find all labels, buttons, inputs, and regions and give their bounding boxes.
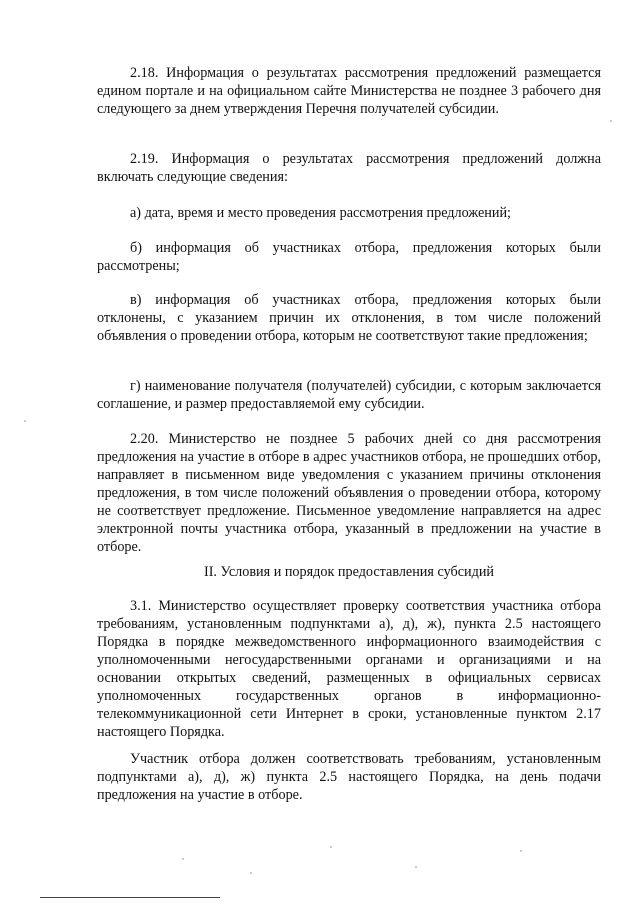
paragraph-participant: Участник отбора должен соответствовать требованиям, установленным подпунктами а), д), ж) пункта 2.5 настоящего Порядка, на день подачи предложения на участие в отборе. bbox=[97, 751, 601, 803]
footnote-separator bbox=[40, 897, 220, 898]
scan-speck bbox=[250, 872, 252, 874]
scan-speck bbox=[415, 866, 417, 868]
list-item-a: а) дата, время и место проведения рассмотрения предложений; bbox=[130, 205, 511, 221]
scan-speck bbox=[610, 120, 612, 122]
paragraph-2-18: 2.18. Информация о результатах рассмотрения предложений размещается едином портале и на официальном сайте Министерства не позднее 3 рабочего дня следующего за днем утверждения Перечня получателей субсидии. bbox=[97, 65, 601, 117]
scan-speck bbox=[182, 858, 184, 860]
scan-speck bbox=[24, 420, 26, 422]
list-item-b: б) информация об участниках отбора, предложения которых были рассмотрены; bbox=[97, 240, 601, 274]
paragraph-2-19: 2.19. Информация о результатах рассмотрения предложений должна включать следующие сведения: bbox=[97, 151, 601, 185]
scan-speck bbox=[520, 850, 522, 852]
scan-speck bbox=[330, 846, 332, 848]
paragraph-2-20: 2.20. Министерство не позднее 5 рабочих дней со дня рассмотрения предложения на участие в отборе в адрес участников отбора, не прошедших отбор, направляет в письменном виде уведомления с указанием причины отклонения предложения, в том числе положений объявления о проведении отбора, которому не соответствует предложение. Письменное уведомление направляется на адрес электронной почты участника отбора, указанный в предложении на участие в отборе. bbox=[97, 431, 601, 555]
list-item-v: в) информация об участниках отбора, предложения которых были отклонены, с указанием причин их отклонения, в том числе положений объявления о проведении отбора, которым не соответствуют такие предложения; bbox=[97, 292, 601, 344]
list-item-g: г) наименование получателя (получателей) субсидии, с которым заключается соглашение, и размер предоставляемой ему субсидии. bbox=[97, 378, 601, 412]
paragraph-3-1: 3.1. Министерство осуществляет проверку соответствия участника отбора требованиям, установленным подпунктами а), д), ж), пункта 2.5 настоящего Порядка в порядке межведомственного информационного взаимодействия с уполномоченными негосударственными органами и организациями и на основании открытых сведений, размещенных в официальных сервисах уполномоченных государственных органов в информационно-телекоммуникационной сети Интернет в сроки, установленные пунктом 2.17 настоящего Порядка. bbox=[97, 598, 601, 740]
section-heading: II. Условия и порядок предоставления субсидий bbox=[203, 564, 495, 580]
